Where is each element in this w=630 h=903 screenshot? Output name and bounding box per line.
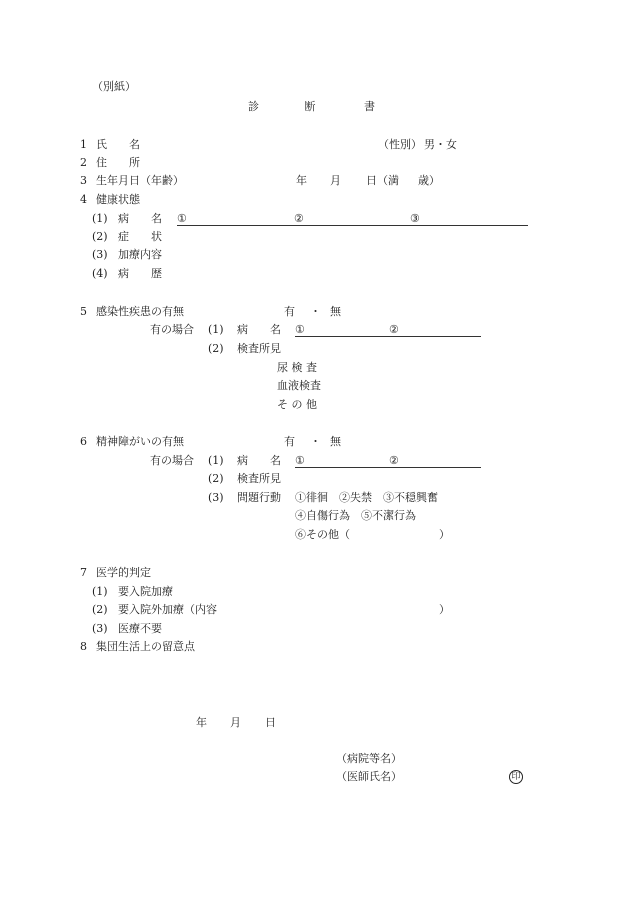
sec4-num: 4: [80, 193, 87, 206]
sec7-item2-label: 要入院外加療（内容: [118, 603, 217, 616]
address-label: 住 所: [96, 156, 140, 169]
sec5-sub1-num: (1): [208, 323, 224, 336]
sec6-dot: ・: [310, 435, 321, 448]
exam-blood: 血液検査: [277, 379, 321, 392]
sec5-yes: 有: [284, 305, 295, 318]
document-title: [248, 100, 375, 114]
sec6-mark-2: ②: [389, 454, 399, 467]
date-day-label: 日: [265, 716, 276, 729]
date-year-label: 年: [196, 716, 207, 729]
behaviors-line-1: ①徘徊 ②失禁 ③不穏興奮: [295, 491, 438, 504]
title-char-2: 断: [304, 100, 316, 113]
sec7-close-paren: ）: [439, 603, 450, 616]
sec6-num: 6: [80, 435, 87, 448]
sec7-item3-label: 医療不要: [118, 622, 162, 635]
sec4-item1-num: (1): [92, 212, 108, 225]
sec6-sub1-label: 病 名: [237, 454, 281, 467]
disease-mark-2: ②: [294, 212, 304, 225]
sec1-num: 1: [80, 138, 87, 151]
sec6-sub3-label: 問題行動: [237, 491, 281, 504]
sec5-sub1-label: 病 名: [237, 323, 281, 336]
sec6-disease-underline: [295, 467, 481, 468]
age-label: 歳）: [418, 174, 440, 187]
sec7-item1-num: (1): [92, 585, 108, 598]
sec6-sub1-num: (1): [208, 454, 224, 467]
infectious-disease-label: 感染性疾患の有無: [96, 305, 184, 318]
attachment-label: （別紙）: [92, 80, 136, 93]
sec6-sub2-label: 検査所見: [237, 472, 281, 485]
sec4-item1-label: 病 名: [118, 212, 162, 225]
exam-other: そ の 他: [277, 398, 317, 411]
exam-urine: 尿 検 査: [277, 361, 317, 374]
sec4-item4-num: (4): [92, 267, 108, 280]
gender-options: 男・女: [424, 138, 457, 151]
birth-year-label: 年: [296, 174, 307, 187]
sec7-num: 7: [80, 566, 87, 579]
title-char-3: 書: [364, 100, 375, 113]
sec4-item4-label: 病 歴: [118, 267, 162, 280]
disease-underline: [177, 225, 528, 226]
name-label: 氏 名: [96, 138, 140, 151]
behaviors-line-3: ⑥その他（: [295, 528, 350, 541]
sec5-num: 5: [80, 305, 87, 318]
sec8-num: 8: [80, 640, 87, 653]
sec6-if-yes: 有の場合: [150, 454, 194, 467]
sec5-no: 無: [330, 305, 341, 318]
disease-mark-3: ③: [410, 212, 420, 225]
health-status-label: 健康状態: [96, 193, 140, 206]
birthdate-label: 生年月日（年齢）: [96, 174, 184, 187]
birth-month-label: 月: [330, 174, 341, 187]
seal-icon: 印: [509, 770, 523, 784]
sec6-no: 無: [330, 435, 341, 448]
behaviors-line-2: ④自傷行為 ⑤不潔行為: [295, 509, 416, 522]
sec4-item3-label: 加療内容: [118, 248, 162, 261]
sec6-yes: 有: [284, 435, 295, 448]
sec7-item1-label: 要入院加療: [118, 585, 173, 598]
sec6-sub2-num: (2): [208, 472, 224, 485]
sec4-item2-num: (2): [92, 230, 108, 243]
sec4-item3-num: (3): [92, 248, 108, 261]
medical-judgment-label: 医学的判定: [96, 566, 151, 579]
sec5-if-yes: 有の場合: [150, 323, 194, 336]
gender-label: （性別）: [378, 138, 422, 151]
sec7-item2-num: (2): [92, 603, 108, 616]
sec3-num: 3: [80, 174, 87, 187]
disease-mark-1: ①: [177, 212, 187, 225]
sec5-mark-1: ①: [295, 323, 305, 336]
sec6-mark-1: ①: [295, 454, 305, 467]
sec5-disease-underline: [295, 336, 481, 337]
sec5-sub2-num: (2): [208, 342, 224, 355]
group-life-notes-label: 集団生活上の留意点: [96, 640, 195, 653]
sec5-sub2-label: 検査所見: [237, 342, 281, 355]
date-month-label: 月: [230, 716, 241, 729]
sec5-dot: ・: [310, 305, 321, 318]
sec4-item2-label: 症 状: [118, 230, 162, 243]
sec7-item3-num: (3): [92, 622, 108, 635]
behaviors-close-paren: ）: [439, 528, 450, 541]
sec6-sub3-num: (3): [208, 491, 224, 504]
sec2-num: 2: [80, 156, 87, 169]
doctor-name-label: （医師氏名）: [336, 770, 402, 783]
hospital-name-label: （病院等名）: [336, 752, 402, 765]
birth-day-label: 日（満: [366, 174, 399, 187]
mental-disability-label: 精神障がいの有無: [96, 435, 184, 448]
sec5-mark-2: ②: [389, 323, 399, 336]
title-char-1: 診: [248, 100, 259, 113]
